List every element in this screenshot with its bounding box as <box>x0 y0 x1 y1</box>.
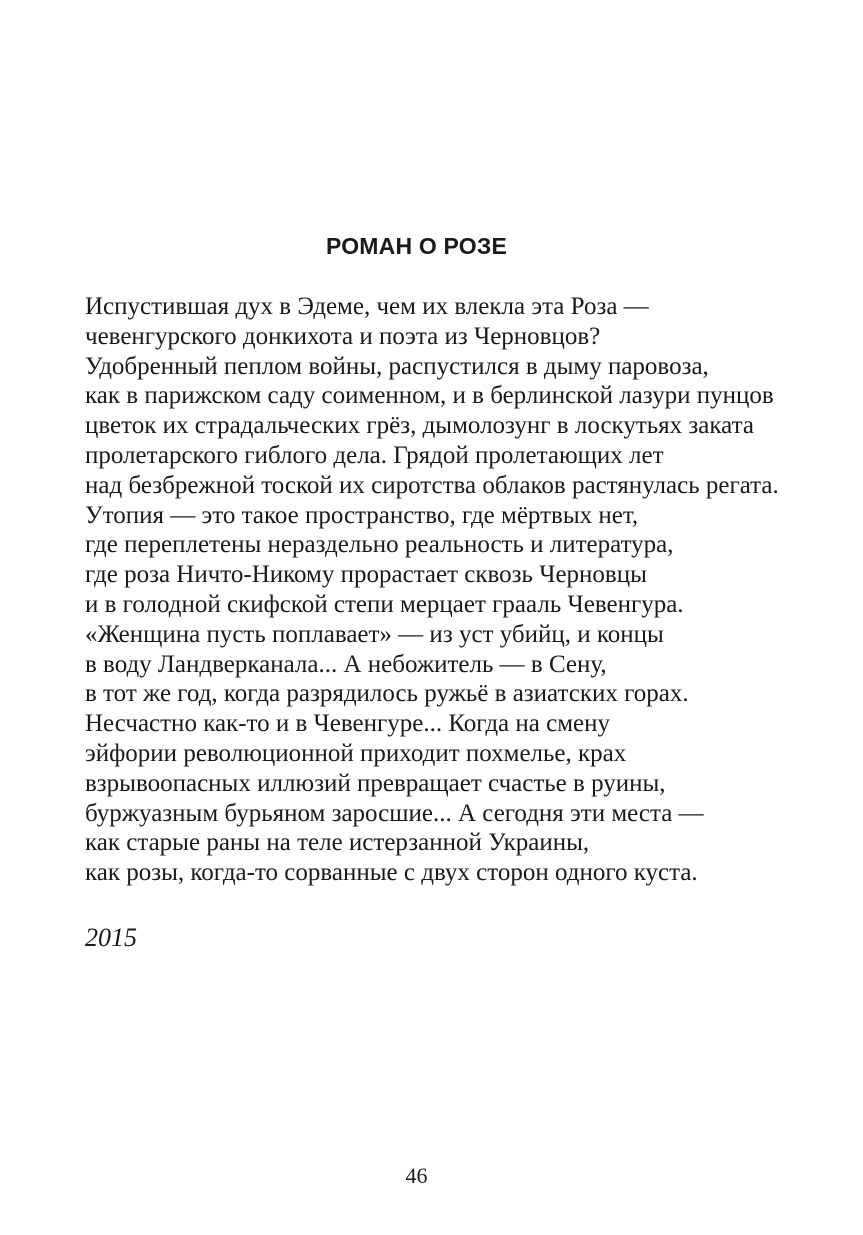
poem-title: РОМАН О РОЗЕ <box>325 233 508 259</box>
poem-line: эйфории революционной приходит похмелье, крах <box>85 739 627 767</box>
poem-line: и в голодной скифской степи мерцает грааль Чевенгура. <box>85 590 684 618</box>
poem-line: где роза Ничто-Никому прорастает сквозь Черновцы <box>85 561 647 589</box>
poem-line: Удобренный пеплом войны, распустился в дыму паровоза, <box>85 352 709 380</box>
poem-line: как старые раны на теле истерзанной Украины, <box>85 829 590 857</box>
poem-line: чевенгурского донкихота и поэта из Черновцов? <box>85 322 601 350</box>
poem-line: пролетарского гиблого дела. Грядой пролетающих лет <box>85 441 664 469</box>
poem-line: «Женщина пусть поплавает» — из уст убийц, и концы <box>85 620 664 648</box>
poem-year: 2015 <box>85 923 137 952</box>
poem-line: цветок их страдальческих грёз, дымолозунг в лоскутьях заката <box>85 412 754 440</box>
poem-line: Несчастно как-то и в Чевенгуре... Когда на смену <box>85 710 610 738</box>
page-number: 46 <box>405 1163 428 1188</box>
poem-line: как в парижском саду соименном, и в берлинской лазури пунцов <box>85 382 774 410</box>
poem-line: в тот же год, когда разрядилось ружьё в азиатских горах. <box>85 680 689 708</box>
poem-line: Утопия — это такое пространство, где мёртвых нет, <box>85 501 639 529</box>
poem-line: в воду Ландверканала... А небожитель — в Сену, <box>85 650 607 678</box>
poem-line: буржуазным бурьяном заросшие... А сегодня эти места — <box>85 799 704 827</box>
poem-line: как розы, когда-то сорванные с двух сторон одного куста. <box>85 859 698 887</box>
poem-line: Испустившая дух в Эдеме, чем их влекла эта Роза — <box>85 293 649 320</box>
poem-line: где переплетены нераздельно реальность и литература, <box>85 531 674 559</box>
poem-line: взрывоопасных иллюзий превращает счастье в руины, <box>85 769 666 797</box>
poem-line: над безбрежной тоской их сиротства облаков растянулась регата. <box>85 471 779 499</box>
poem-body <box>85 292 785 888</box>
